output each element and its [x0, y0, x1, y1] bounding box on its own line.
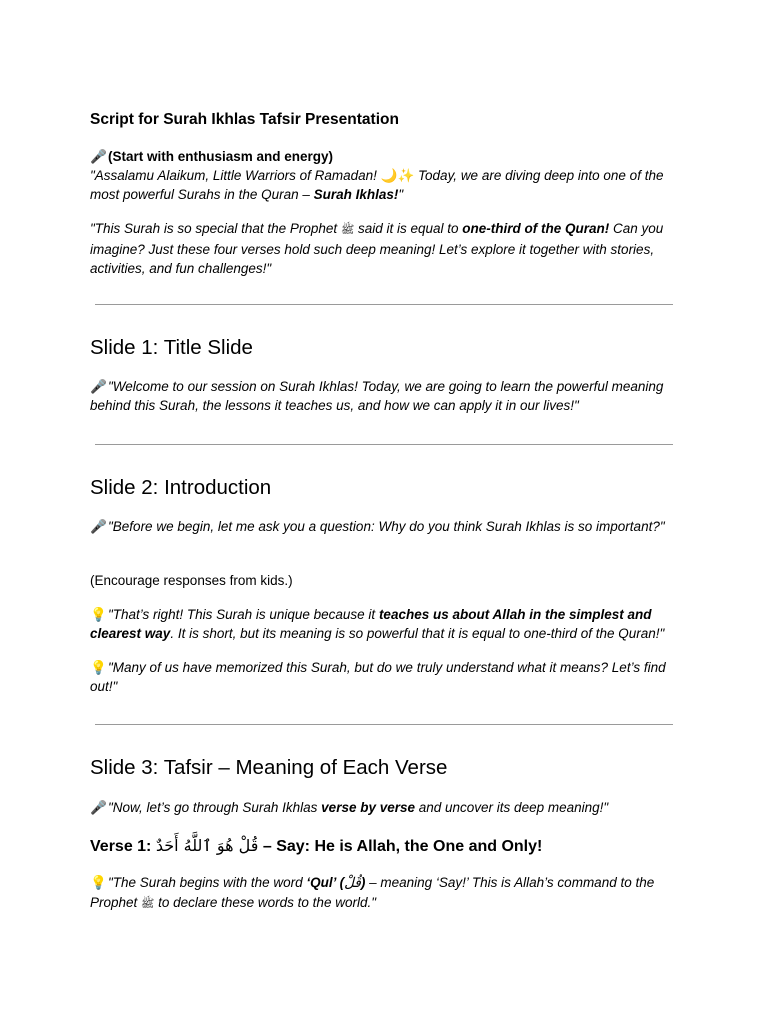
- slide-2-paragraph-2: (Encourage responses from kids.): [90, 573, 293, 588]
- section-divider: [95, 444, 673, 445]
- qul-term-arabic: قُلْ: [344, 875, 361, 891]
- slide-2-paragraph-1: [90, 517, 680, 536]
- slide-3-p2-text-b: – meaning ‘Say!’ This is Allah’s command to the Prophet: [90, 875, 655, 910]
- intro-p1-text-a: "Assalamu Alaikum, Little Warriors of Ramadan!: [90, 168, 381, 183]
- intro-paragraph-1: [90, 166, 680, 204]
- slide-1-text: "Welcome to our session on Surah Ikhlas! Today, we are going to learn the powerful meaning behind this Surah, the lessons it teaches us, and how we can apply it in our lives!": [90, 379, 664, 413]
- crescent-moon-icon: 🌙: [380, 168, 398, 183]
- section-divider: [95, 304, 673, 305]
- slide-2-p3-text-b: . It is short, but its meaning is so powerful that it is equal to one-third of the Quran!": [170, 626, 665, 641]
- slide-2-paragraph-4: [90, 658, 680, 696]
- slide-2-p3-text-a: "That’s right! This Surah is unique because it: [108, 607, 379, 622]
- intro-p2-text-c: Can you imagine? Just these four verses hold such deep meaning! Let’s explore it together with stories, activities, and fun challenges!": [90, 221, 664, 276]
- peace-be-upon-him-glyph: ﷺ: [340, 224, 355, 236]
- slide-3-paragraph-2: [90, 873, 680, 914]
- stage-direction-text: (Start with enthusiasm and energy): [108, 149, 334, 164]
- verse-1-arabic: قُلْ هُوَ ٱللَّهُ أَحَدٌ: [155, 836, 259, 855]
- microphone-icon: 🎤: [90, 149, 107, 164]
- slide-3-p1-text-b: and uncover its deep meaning!": [415, 800, 609, 815]
- intro-paragraph-2: [90, 219, 680, 278]
- intro-p1-text-b: Today, we are diving deep into one of the most powerful Surahs in the Quran –: [90, 168, 664, 202]
- section-divider: [95, 724, 673, 725]
- sparkles-icon: ✨: [397, 168, 415, 183]
- intro-p2-text-b: said it is equal to: [354, 221, 463, 236]
- verse-1-heading: [90, 835, 680, 858]
- verse-1-label: Verse 1:: [90, 838, 156, 855]
- qul-term-end: ): [360, 875, 366, 890]
- slide-2-p3-bold: teaches us about Allah in the simplest and clearest way: [90, 607, 652, 641]
- slide-1-paragraph: [90, 377, 680, 415]
- slide-2-heading: Slide 2: Introduction: [90, 476, 272, 499]
- verse-1-meaning: – Say: He is Allah, the One and Only!: [258, 838, 543, 855]
- slide-2-paragraph-3: [90, 605, 680, 643]
- lightbulb-icon: 💡: [90, 607, 107, 622]
- intro-p2-bold: one-third of the Quran!: [462, 221, 610, 236]
- document-title: Script for Surah Ikhlas Tafsir Presentation: [90, 111, 399, 128]
- slide-2-p4-text: "Many of us have memorized this Surah, but do we truly understand what it means? Let’s find out!": [90, 660, 666, 694]
- slide-2-p1-text: "Before we begin, let me ask you a question: Why do you think Surah Ikhlas is so important?": [108, 519, 665, 534]
- slide-3-paragraph-1: [90, 798, 680, 817]
- slide-1-heading: Slide 1: Title Slide: [90, 336, 253, 359]
- peace-be-upon-him-glyph: ﷺ: [141, 898, 155, 910]
- intro-p2-text-a: "This Surah is so special that the Prophet: [90, 221, 341, 236]
- intro-p1-end: ": [398, 187, 404, 202]
- microphone-icon: 🎤: [90, 379, 107, 394]
- lightbulb-icon: 💡: [90, 660, 107, 675]
- microphone-icon: 🎤: [90, 800, 107, 815]
- microphone-icon: 🎤: [90, 519, 107, 534]
- slide-3-heading: Slide 3: Tafsir – Meaning of Each Verse: [90, 756, 448, 779]
- lightbulb-icon: 💡: [90, 875, 107, 890]
- slide-3-p1-text-a: "Now, let’s go through Surah Ikhlas: [108, 800, 322, 815]
- intro-stage-direction: [90, 147, 680, 166]
- qul-term: [306, 875, 365, 890]
- intro-p1-bold: Surah Ikhlas!: [313, 187, 399, 202]
- slide-3-p2-text-a: "The Surah begins with the word: [108, 875, 307, 890]
- slide-3-p2-text-c: to declare these words to the world.": [154, 895, 376, 910]
- slide-3-p1-bold: verse by verse: [321, 800, 415, 815]
- qul-term-latin: ‘Qul’ (: [306, 875, 345, 890]
